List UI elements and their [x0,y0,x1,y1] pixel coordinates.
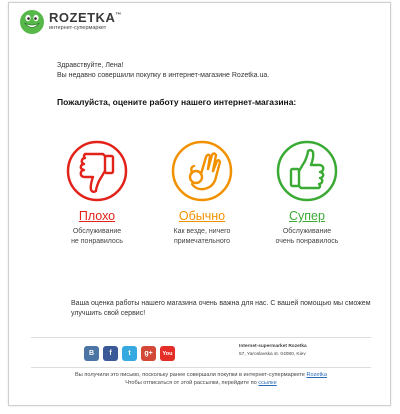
ok-hand-icon[interactable] [170,139,234,203]
greeting [57,61,269,81]
rating-desc-bad: Обслуживание не понравилось [71,228,123,245]
unsubscribe-link[interactable]: ссылке [258,380,277,386]
rating-option-super[interactable] [259,139,355,246]
footer-divider [31,367,371,368]
trademark-mark: ™ [115,12,122,19]
google-plus-icon[interactable]: g+ [141,346,156,361]
footer-line-2 [31,379,371,387]
email-frame [8,2,391,406]
rating-title-normal[interactable]: Обычно [178,209,226,223]
company-contacts [239,343,307,359]
footer [31,371,371,387]
divider [31,337,371,338]
rating-desc-normal: Как везде, ничего примечательного [173,228,231,245]
thumbs-up-icon[interactable] [275,139,339,203]
rozetka-link[interactable]: Rozetka [306,372,327,378]
footer-reason-text: Вы получили это письмо, поскольку ранее совершали покупки в интернет-супермаркете [75,372,305,378]
smiley-logo-icon [19,9,45,35]
greeting-line-2: Вы недавно совершили покупку в интернет-магазине Rozetka.ua. [57,72,270,79]
rating-option-bad[interactable] [49,139,145,246]
vkontakte-icon[interactable]: В [84,346,99,361]
greeting-line-1: Здравствуйте, Лена! [57,62,124,69]
rating-title-super[interactable]: Супер [289,209,325,223]
feedback-note: Ваша оценка работы нашего магазина очень важна для нас. С вашей помощью мы сможем улучшить свой сервис! [71,300,371,317]
brand-name: ROZETKA™ [49,10,122,25]
rating-desc-super: Обслуживание очень понравилось [275,228,339,245]
company-address: 57, Yaroslavska st. 04080, Kiev [239,352,306,357]
company-name: Internet-supermarket Rozetka [239,344,307,349]
twitter-icon[interactable]: t [122,346,137,361]
rating-option-normal[interactable] [154,139,250,246]
rating-question: Пожалуйста, оцените работу нашего интернет-магазина: [57,97,297,107]
brand-tagline: интернет-супермаркет [49,25,107,31]
facebook-icon[interactable]: f [103,346,118,361]
footer-unsubscribe-text: Чтобы отписаться от этой рассылки, перейдите по [125,380,257,386]
social-links [84,346,175,361]
youtube-icon[interactable]: You [160,346,175,361]
footer-line-1 [31,371,371,379]
rating-title-bad[interactable]: Плохо [78,209,116,223]
thumbs-down-icon[interactable] [65,139,129,203]
